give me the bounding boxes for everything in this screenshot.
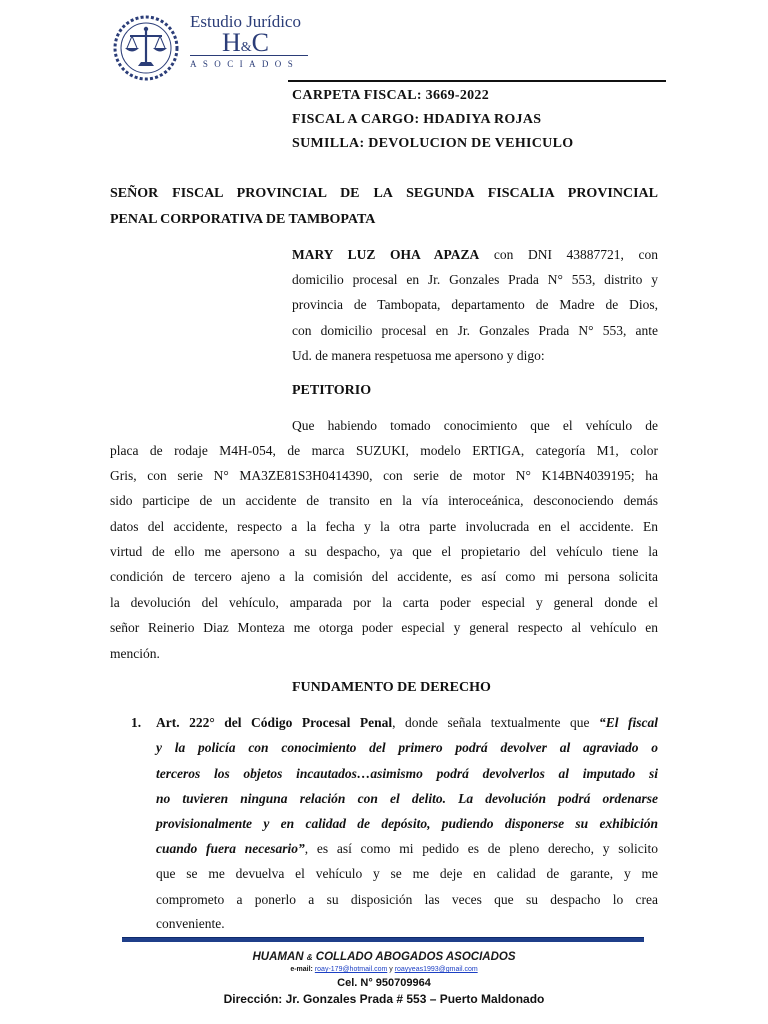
footer-address: Dirección: Jr. Gonzales Prada # 553 – Puerto Maldonado xyxy=(223,992,545,1006)
fundamento-line: comprometo a ponerlo a su disposición las veces que su despacho lo crea xyxy=(156,892,658,907)
petitorio-line: sido participe de un accidente de transito en la vía interoceánica, desconociendo demás xyxy=(110,493,658,508)
email-link-hotmail[interactable]: roay-179@hotmail.com xyxy=(314,966,388,973)
quote-line: no tuvieren ninguna relación con el delito. La devolución podrá ordenarse xyxy=(156,791,658,806)
intro-line-2: domicilio procesal en Jr. Gonzales Prada N° 553, distrito y xyxy=(292,272,658,287)
petitorio-line: datos del accidente, respecto a la fecha y la otra parte involucrada en el accidente. En xyxy=(110,519,658,534)
petitorio-line: condición de tercero ajeno a la comisión del accidente, es así como mi persona solicita xyxy=(110,569,658,584)
quote-line: y la policía con conocimiento del primero podrá devolver al agraviado o xyxy=(156,740,658,755)
scales-of-justice-icon xyxy=(110,14,182,82)
list-number: 1. xyxy=(131,715,142,730)
addressee-line-1: SEÑOR FISCAL PROVINCIAL DE LA SEGUNDA FISCALIA PROVINCIAL xyxy=(110,186,658,201)
logo-monogram: H&C xyxy=(222,28,270,57)
petitorio-line: placa de rodaje M4H-054, de marca SUZUKI, modelo ERTIGA, categoría M1, color xyxy=(110,443,658,458)
fiscal-a-cargo: FISCAL A CARGO: HDADIYA ROJAS xyxy=(292,112,542,127)
petitorio-line: virtud de ello me apersono a su despacho, ya que el propietario del vehículo tiene la xyxy=(110,544,658,559)
quote-line: provisionalmente y en calidad de depósito, pudiendo disponerse su exhibición xyxy=(156,816,658,831)
fundamento-heading: FUNDAMENTO DE DERECHO xyxy=(292,680,491,695)
footer-divider xyxy=(122,937,644,942)
party-name: MARY LUZ OHA APAZA xyxy=(292,247,480,262)
header-divider xyxy=(288,80,666,82)
petitorio-line: Que habiendo tomado conocimiento que el vehículo de xyxy=(292,418,658,433)
logo-divider xyxy=(190,55,308,56)
petitorio-line: Gris, con serie N° MA3ZE81S3H0414390, con serie de motor N° K14BN4039195; ha xyxy=(110,468,658,483)
quote-line: terceros los objetos incautados…asimismo podrá devolverlos al imputado si xyxy=(156,766,658,781)
intro-line-1: MARY LUZ OHA APAZA con DNI 43887721, con xyxy=(292,247,658,262)
footer-phone: Cel. N° 950709964 xyxy=(337,977,431,989)
fundamento-line-6: cuando fuera necesario”, es así como mi pedido es de pleno derecho, y solicito xyxy=(156,841,659,856)
logo-subtitle: ASOCIADOS xyxy=(190,59,300,69)
sumilla: SUMILLA: DEVOLUCION DE VEHICULO xyxy=(292,136,574,151)
article-reference: Art. 222° del Código Procesal Penal xyxy=(156,715,393,730)
petitorio-heading: PETITORIO xyxy=(292,383,372,398)
petitorio-line: la devolución del vehículo, amparada por la carta poder especial y general donde el xyxy=(110,595,658,610)
fundamento-line-1: Art. 222° del Código Procesal Penal, donde señala textualmente que “El fiscal xyxy=(156,715,659,730)
addressee-line-2: PENAL CORPORATIVA DE TAMBOPATA xyxy=(110,212,376,227)
fundamento-line: conveniente. xyxy=(156,916,225,931)
fundamento-line: que se me devuelva el vehículo y se me deje en calidad de garante, y me xyxy=(156,866,658,881)
petitorio-line: mención. xyxy=(110,646,160,661)
carpeta-fiscal: CARPETA FISCAL: 3669-2022 xyxy=(292,88,490,103)
intro-line-4: con domicilio procesal en Jr. Gonzales Prada N° 553, ante xyxy=(292,323,658,338)
footer-firm-name: HUAMAN & COLLADO ABOGADOS ASOCIADOS xyxy=(252,951,516,963)
email-link-gmail[interactable]: roayyeas1993@gmail.com xyxy=(394,966,478,973)
petitorio-line: señor Reinerio Diaz Monteza me otorga poder especial y general respecto al vehículo en xyxy=(110,620,658,635)
footer-email: e-mail: roay-179@hotmail.com y roayyeas1993@gmail.com xyxy=(290,966,478,973)
intro-line-3: provincia de Tambopata, departamento de Madre de Dios, xyxy=(292,297,658,312)
intro-line-5: Ud. de manera respetuosa me apersono y digo: xyxy=(292,348,545,363)
logo-title: Estudio Jurídico xyxy=(190,12,301,31)
